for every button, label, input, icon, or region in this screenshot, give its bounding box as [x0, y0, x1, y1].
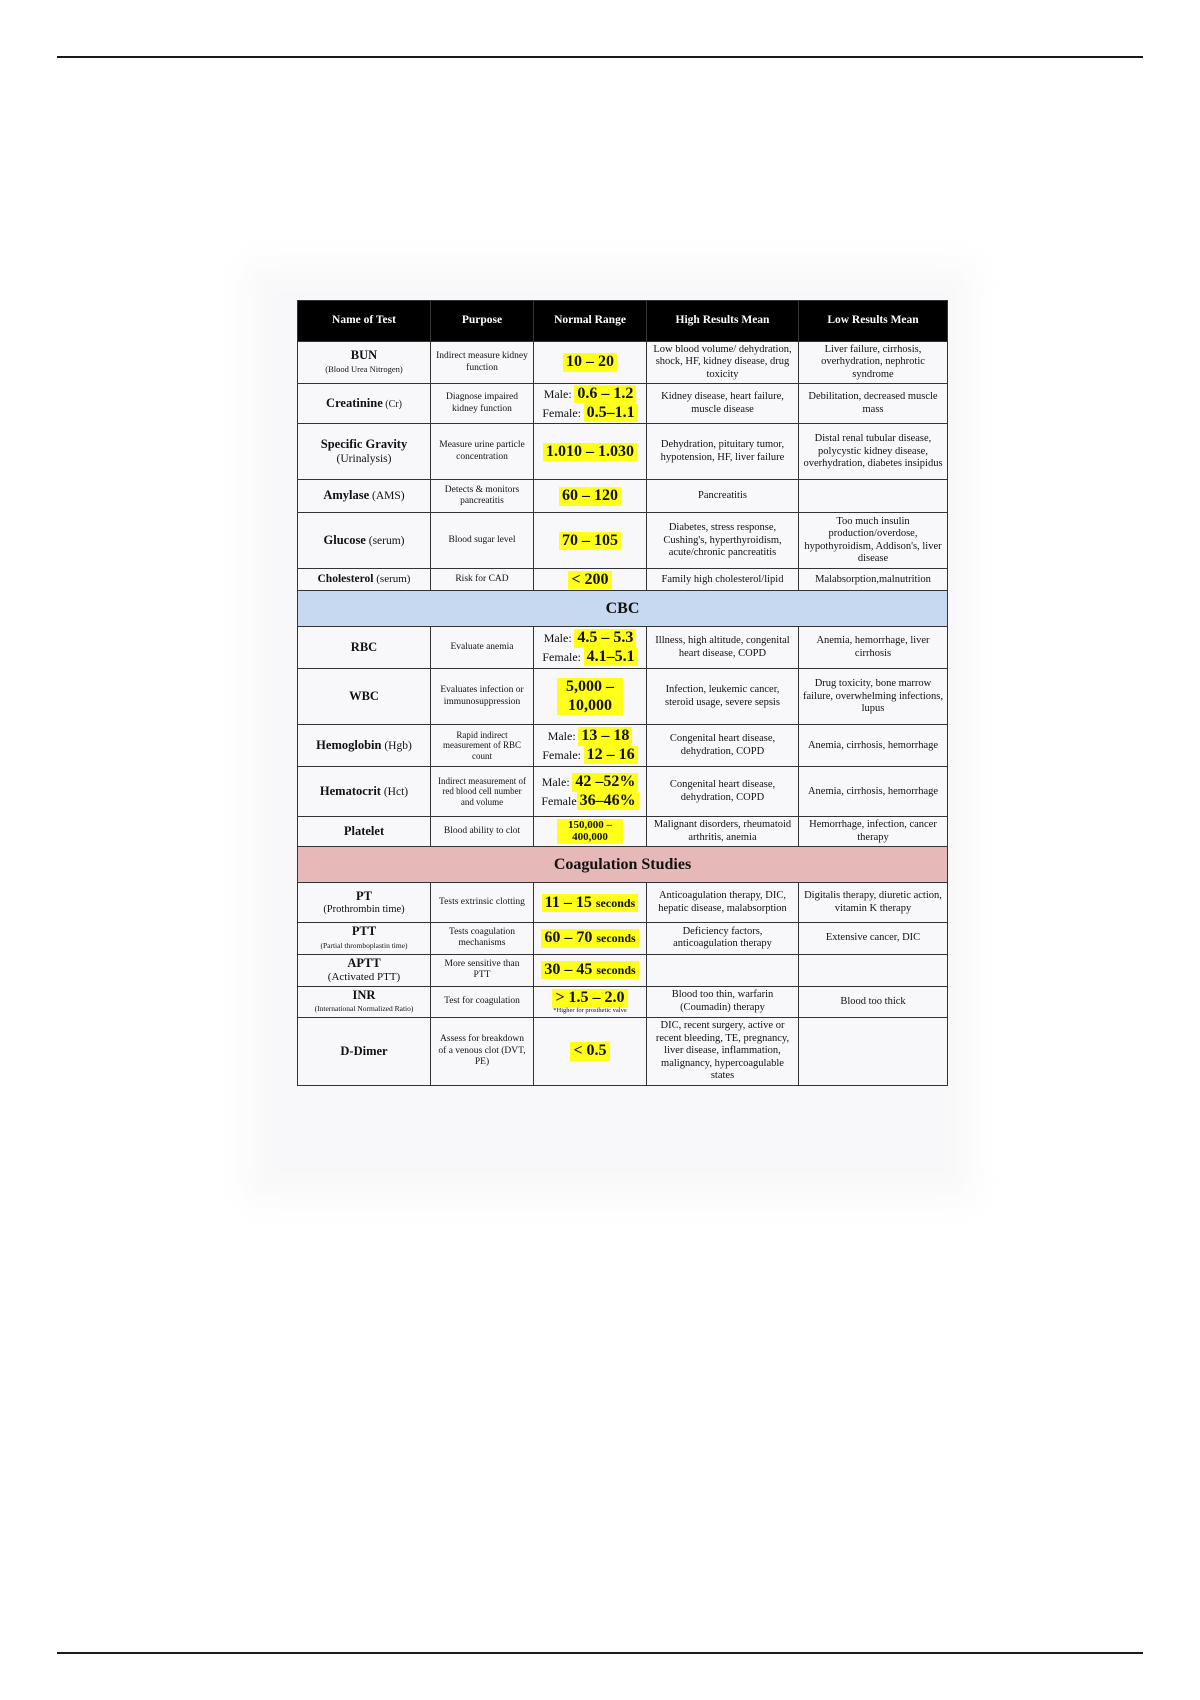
test-name-cell — [298, 923, 431, 954]
low-cell: Liver failure, cirrhosis, overhydration, nephrotic syndrome — [799, 342, 948, 384]
purpose-cell: Detects & monitors pancreatitis — [431, 480, 534, 513]
low-cell: Blood too thick — [799, 986, 948, 1017]
female-label: Female: — [542, 747, 582, 762]
table-row — [298, 923, 948, 954]
table-row — [298, 480, 948, 513]
table-row — [298, 1017, 948, 1085]
range-cell — [534, 424, 647, 480]
high-cell: Malignant disorders, rheumatoid arthritis, anemia — [647, 817, 799, 847]
high-cell: Deficiency factors, anticoagulation therapy — [647, 923, 799, 954]
range-unit: seconds — [596, 962, 636, 977]
range-cell — [534, 342, 647, 384]
test-name: APTT — [347, 955, 381, 970]
range-unit: seconds — [595, 895, 636, 910]
high-cell — [647, 954, 799, 986]
range-cell — [534, 627, 647, 669]
table-row — [298, 883, 948, 923]
test-subtitle: (Hct) — [380, 785, 409, 798]
range-value: 1.010 – 1.030 — [543, 443, 637, 461]
table-row — [298, 569, 948, 591]
table-row — [298, 424, 948, 480]
high-cell: Low blood volume/ dehydration, shock, HF, kidney disease, drug toxicity — [647, 342, 799, 384]
purpose-cell: Diagnose impaired kidney function — [431, 384, 534, 424]
male-label: Male: — [547, 729, 576, 744]
male-label: Male: — [543, 631, 572, 646]
purpose-cell: Indirect measurement of red blood cell number and volume — [431, 767, 534, 817]
header-purpose: Purpose — [431, 301, 534, 342]
test-name-cell — [298, 954, 431, 986]
test-subtitle: (serum) — [373, 572, 411, 585]
purpose-cell: Blood ability to clot — [431, 817, 534, 847]
test-subtitle: (Cr) — [382, 398, 402, 410]
low-cell: Digitalis therapy, diuretic action, vitamin K therapy — [799, 883, 948, 923]
purpose-cell: Indirect measure kidney function — [431, 342, 534, 384]
header-name: Name of Test — [298, 301, 431, 342]
test-name: Cholesterol — [317, 572, 374, 585]
test-subtitle: (Partial thromboplastin time) — [320, 940, 408, 950]
low-cell: Extensive cancer, DIC — [799, 923, 948, 954]
female-range: 4.1–5.1 — [584, 648, 638, 666]
purpose-cell: Evaluates infection or immunosuppression — [431, 669, 534, 725]
test-name: INR — [352, 987, 376, 1002]
high-cell: Kidney disease, heart failure, muscle disease — [647, 384, 799, 424]
test-name-cell — [298, 384, 431, 424]
header-rule — [57, 56, 1143, 58]
lab-values-table — [297, 300, 948, 1086]
range-value: < 0.5 — [570, 1042, 609, 1060]
high-cell: Congenital heart disease, dehydration, COPD — [647, 725, 799, 767]
high-cell: Infection, leukemic cancer, steroid usage, severe sepsis — [647, 669, 799, 725]
section-title: CBC — [298, 591, 948, 627]
table-row — [298, 767, 948, 817]
range-value: 60 – 120 — [559, 487, 621, 505]
test-name: Creatinine — [326, 395, 383, 410]
test-name: WBC — [349, 689, 379, 704]
test-name-cell — [298, 817, 431, 847]
test-name-cell — [298, 627, 431, 669]
range-cell — [534, 725, 647, 767]
table-row — [298, 384, 948, 424]
test-name-cell — [298, 569, 431, 591]
low-cell: Distal renal tubular disease, polycystic kidney disease, overhydration, diabetes insipidus — [799, 424, 948, 480]
purpose-cell: Evaluate anemia — [431, 627, 534, 669]
female-range: 36–46% — [577, 792, 639, 810]
test-subtitle: (AMS) — [369, 490, 405, 503]
high-cell: Illness, high altitude, congenital heart disease, COPD — [647, 627, 799, 669]
section-title: Coagulation Studies — [298, 847, 948, 883]
range-value — [541, 929, 638, 947]
female-label: Female: — [542, 649, 582, 664]
high-cell: Anticoagulation therapy, DIC, hepatic disease, malabsorption — [647, 883, 799, 923]
test-name: D-Dimer — [340, 1043, 388, 1058]
test-name-cell — [298, 986, 431, 1017]
section-header-cbc — [298, 591, 948, 627]
high-cell: Pancreatitis — [647, 480, 799, 513]
header-normal-range: Normal Range — [534, 301, 647, 342]
test-name-cell — [298, 480, 431, 513]
range-cell — [534, 817, 647, 847]
range-cell — [534, 767, 647, 817]
range-cell — [534, 986, 647, 1017]
low-cell: Anemia, cirrhosis, hemorrhage — [799, 725, 948, 767]
test-name-cell — [298, 883, 431, 923]
test-name-cell — [298, 767, 431, 817]
female-range: 12 – 16 — [584, 746, 638, 764]
test-name: Hemoglobin — [316, 737, 382, 752]
range-cell — [534, 669, 647, 725]
male-label: Male: — [541, 775, 570, 790]
range-cell — [534, 480, 647, 513]
range-value: 150,000 – 400,000 — [557, 819, 623, 844]
purpose-cell: Assess for breakdown of a venous clot (DVT, PE) — [431, 1017, 534, 1085]
low-cell: Drug toxicity, bone marrow failure, overwhelming infections, lupus — [799, 669, 948, 725]
low-cell: Hemorrhage, infection, cancer therapy — [799, 817, 948, 847]
test-subtitle: (Urinalysis) — [336, 452, 392, 465]
low-cell — [799, 1017, 948, 1085]
test-name-cell — [298, 1017, 431, 1085]
range-value: 70 – 105 — [559, 532, 621, 550]
range-cell — [534, 569, 647, 591]
test-name: BUN — [350, 348, 378, 363]
table-row — [298, 627, 948, 669]
range-cell — [534, 384, 647, 424]
low-cell — [799, 954, 948, 986]
table-row — [298, 954, 948, 986]
table-row — [298, 669, 948, 725]
purpose-cell: Measure urine particle concentration — [431, 424, 534, 480]
test-name-cell — [298, 342, 431, 384]
low-cell: Anemia, cirrhosis, hemorrhage — [799, 767, 948, 817]
table-row — [298, 817, 948, 847]
table-row — [298, 342, 948, 384]
test-name: Amylase — [323, 488, 370, 503]
high-cell: Diabetes, stress response, Cushing's, hyperthyroidism, acute/chronic pancreatitis — [647, 513, 799, 569]
range-cell — [534, 883, 647, 923]
test-name: Hematocrit — [319, 783, 381, 798]
test-name-cell — [298, 513, 431, 569]
test-name-cell — [298, 669, 431, 725]
test-subtitle: (Blood Urea Nitrogen) — [325, 364, 403, 374]
header-low: Low Results Mean — [799, 301, 948, 342]
range-value: 5,000 – 10,000 — [557, 678, 623, 715]
range-value: < 200 — [568, 571, 611, 589]
purpose-cell: Rapid indirect measurement of RBC count — [431, 725, 534, 767]
test-name: RBC — [350, 640, 378, 655]
table-row — [298, 986, 948, 1017]
male-range: 4.5 – 5.3 — [574, 629, 636, 647]
test-name: Platelet — [343, 824, 385, 839]
purpose-cell: Risk for CAD — [431, 569, 534, 591]
purpose-cell: Tests coagulation mechanisms — [431, 923, 534, 954]
range-value — [541, 961, 638, 979]
range-unit: seconds — [596, 931, 636, 946]
test-subtitle: (International Normalized Ratio) — [314, 1004, 414, 1014]
test-name: Specific Gravity — [320, 437, 408, 452]
test-name: PT — [356, 888, 372, 903]
purpose-cell: Tests extrinsic clotting — [431, 883, 534, 923]
range-value: > 1.5 – 2.0 — [552, 989, 627, 1007]
range-number: 11 – 15 — [544, 893, 592, 911]
high-cell: Blood too thin, warfarin (Coumadin) therapy — [647, 986, 799, 1017]
range-cell — [534, 513, 647, 569]
male-range: 0.6 – 1.2 — [574, 385, 636, 403]
low-cell: Too much insulin production/overdose, hypothyroidism, Addison's, liver disease — [799, 513, 948, 569]
table-row — [298, 513, 948, 569]
high-cell: Dehydration, pituitary tumor, hypotension, HF, liver failure — [647, 424, 799, 480]
header-high: High Results Mean — [647, 301, 799, 342]
purpose-cell: Blood sugar level — [431, 513, 534, 569]
high-cell: Congenital heart disease, dehydration, COPD — [647, 767, 799, 817]
section-header-coagulation — [298, 847, 948, 883]
test-subtitle: (serum) — [365, 534, 405, 547]
test-name-cell — [298, 424, 431, 480]
range-cell — [534, 1017, 647, 1085]
footer-rule — [57, 1652, 1143, 1654]
female-range: 0.5–1.1 — [584, 404, 638, 422]
range-value: 10 – 20 — [563, 353, 617, 371]
range-value — [542, 894, 638, 912]
range-cell — [534, 954, 647, 986]
test-subtitle: (Activated PTT) — [327, 971, 401, 984]
table-row — [298, 725, 948, 767]
range-cell — [534, 923, 647, 954]
purpose-cell: Test for coagulation — [431, 986, 534, 1017]
range-note: *Higher for prosthetic valve — [553, 1006, 627, 1014]
test-name-cell — [298, 725, 431, 767]
purpose-cell: More sensitive than PTT — [431, 954, 534, 986]
high-cell: Family high cholesterol/lipid — [647, 569, 799, 591]
test-name: Glucose — [323, 532, 366, 547]
male-range: 13 – 18 — [578, 727, 632, 745]
low-cell: Malabsorption,malnutrition — [799, 569, 948, 591]
test-subtitle: (Prothrombin time) — [323, 904, 405, 916]
male-range: 42 –52% — [572, 773, 638, 791]
high-cell: DIC, recent surgery, active or recent bleeding, TE, pregnancy, liver disease, inflammation, malignancy, hypercoagulable states — [647, 1017, 799, 1085]
test-subtitle: (Hgb) — [381, 739, 412, 752]
range-number: 60 – 70 — [544, 929, 593, 947]
female-label: Female — [541, 793, 577, 808]
low-cell: Debilitation, decreased muscle mass — [799, 384, 948, 424]
female-label: Female: — [542, 405, 582, 420]
low-cell: Anemia, hemorrhage, liver cirrhosis — [799, 627, 948, 669]
low-cell — [799, 480, 948, 513]
table-header-row — [298, 301, 948, 342]
range-number: 30 – 45 — [544, 960, 593, 978]
male-label: Male: — [543, 387, 572, 401]
test-name: PTT — [351, 924, 377, 939]
